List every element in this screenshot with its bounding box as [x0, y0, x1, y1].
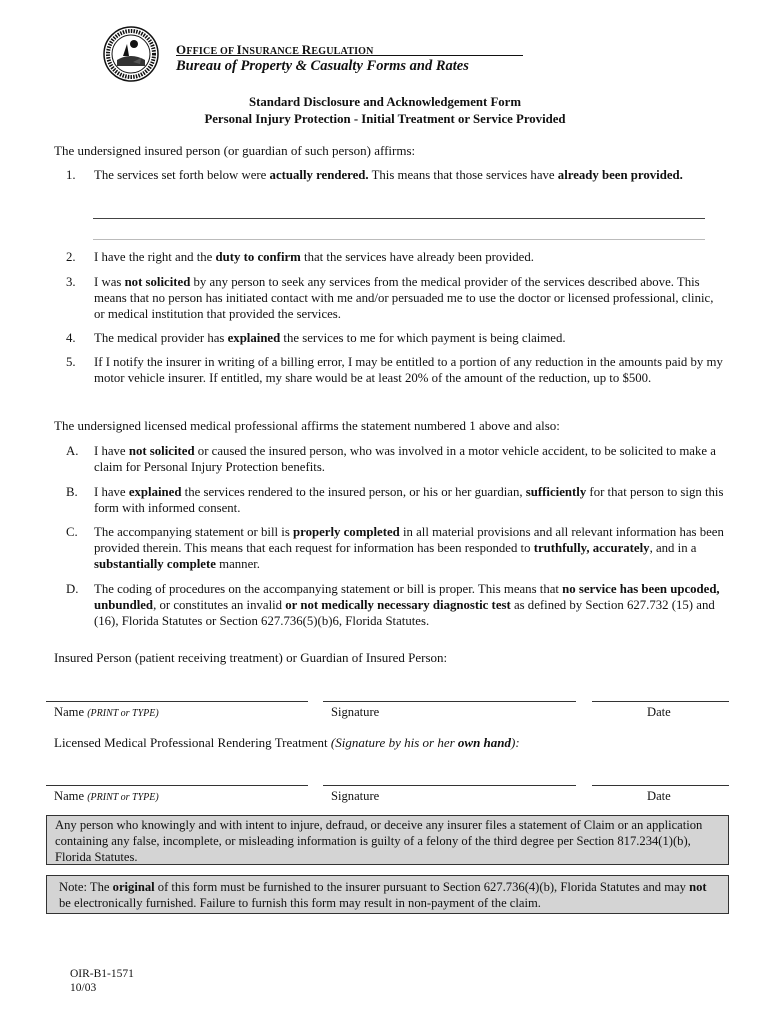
item-number: 2. [66, 250, 76, 264]
item-text: I have explained the services rendered to the insured person, or his or her guardian, sufficiently for that person to sign this form with informed consent. [94, 485, 724, 515]
form-revision-date: 10/03 [70, 982, 97, 994]
insured-affirms-intro: The undersigned insured person (or guardian of such person) affirms: [54, 143, 416, 158]
fraud-warning-text: Any person who knowingly and with intent to injure, defraud, or deceive any insurer files a statement of Claim or an application containing any false, incomplete, or misleading information is guilty of a felony of the third degree per Section 817.234(1)(b), Florida Statutes. [55, 818, 703, 864]
form-subtitle: Personal Injury Protection - Initial Treatment or Service Provided [204, 112, 566, 126]
seal-icon [103, 26, 159, 82]
office-title: OFFICE OF INSURANCE REGULATION [176, 42, 374, 57]
item-letter: D. [66, 582, 79, 596]
signature-label: Signature [331, 705, 380, 719]
item-number: 5. [66, 355, 76, 369]
list-item-5 [66, 354, 726, 386]
header-underline [176, 55, 523, 56]
insured-date-field[interactable] [592, 701, 729, 702]
list-item-2 [66, 249, 726, 265]
list-item-4 [66, 330, 726, 346]
note-box [46, 875, 729, 914]
name-label: Name (PRINT or TYPE) [54, 705, 159, 719]
professional-affirms-intro: The undersigned licensed medical professional affirms the statement numbered 1 above and also: [54, 418, 560, 433]
item-text: The services set forth below were actually rendered. This means that those services have already been provided. [94, 168, 683, 182]
item-text: I have not solicited or caused the insured person, who was involved in a motor vehicle accident, to be solicited to make a claim for Personal Injury Protection benefits. [94, 444, 716, 474]
professional-date-field[interactable] [592, 785, 729, 786]
form-title: Standard Disclosure and Acknowledgement Form [248, 95, 522, 109]
professional-signature-heading: Licensed Medical Professional Rendering Treatment (Signature by his or her own hand): [54, 735, 520, 750]
item-text: The accompanying statement or bill is properly completed in all material provisions and all relevant information has been provided therein. This means that each request for information has been responded to truthfully, accurately, and in a substantially complete manner. [94, 525, 724, 571]
professional-signature-field[interactable] [323, 785, 576, 786]
signature-label: Signature [331, 789, 380, 803]
list-item-3 [66, 274, 726, 322]
date-label: Date [647, 705, 671, 719]
form-number: OIR-B1-1571 [70, 968, 134, 980]
item-number: 1. [66, 168, 76, 182]
professional-name-field[interactable] [46, 785, 308, 786]
list-item-D [66, 581, 726, 629]
insured-signature-heading: Insured Person (patient receiving treatment) or Guardian of Insured Person: [54, 650, 448, 665]
item-text: I have the right and the duty to confirm that the services have already been provided. [94, 250, 534, 264]
item-number: 4. [66, 331, 76, 345]
item-letter: B. [66, 485, 78, 499]
insured-signature-field[interactable] [323, 701, 576, 702]
item-number: 3. [66, 275, 76, 289]
list-item-B [66, 484, 726, 516]
services-blank-line[interactable] [93, 239, 705, 240]
services-blank-line[interactable] [93, 218, 705, 219]
note-text: Note: The original of this form must be furnished to the insurer pursuant to Section 627.736(4)(b), Florida Statutes and may not be electronically furnished. Failure to furnish this form may result in non-payment of the claim. [59, 880, 707, 910]
list-item-A [66, 443, 726, 475]
date-label: Date [647, 789, 671, 803]
item-letter: C. [66, 525, 78, 539]
name-label: Name (PRINT or TYPE) [54, 789, 159, 803]
item-text: The medical provider has explained the services to me for which payment is being claimed. [94, 331, 566, 345]
item-text: I was not solicited by any person to seek any services from the medical provider of the services described above. This means that no person has initiated contact with me and/or persuaded me to use the doctor or licensed professional, clinic, or medical institution that provided the services. [94, 275, 714, 321]
fraud-warning-box [46, 815, 729, 865]
florida-state-seal [103, 26, 159, 82]
item-text: The coding of procedures on the accompanying statement or bill is proper. This means that no service has been upcoded, unbundled, or constitutes an invalid or not medically necessary diagnostic test as defined by Section 627.732 (15) and (16), Florida Statutes or Section 627.736(5)(b)6, Florida Statutes. [94, 582, 720, 628]
insured-name-field[interactable] [46, 701, 308, 702]
item-text: If I notify the insurer in writing of a billing error, I may be entitled to a portion of any reduction in the amounts paid by my motor vehicle insurer. If entitled, my share would be at least 20% of the amount of the reduction, up to $500. [94, 355, 723, 385]
list-item-C [66, 524, 726, 572]
bureau-title: Bureau of Property & Casualty Forms and Rates [176, 58, 469, 74]
item-letter: A. [66, 444, 79, 458]
list-item-1 [66, 167, 726, 183]
